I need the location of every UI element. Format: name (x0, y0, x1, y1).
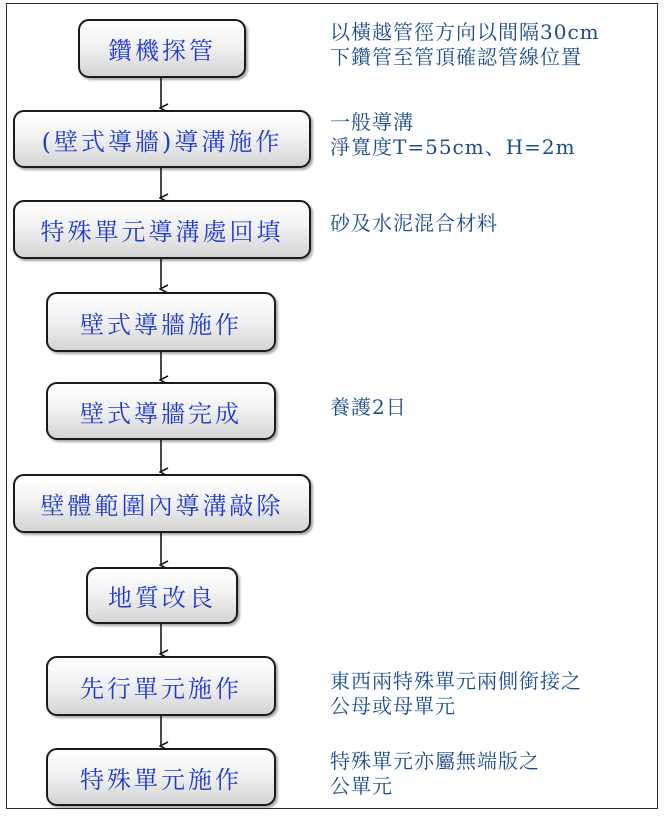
step-6-box: 壁體範圍內導溝敲除 (13, 474, 311, 533)
note-6 (330, 749, 540, 799)
note-1-line-1: 以橫越管徑方向以間隔30cm (330, 20, 600, 44)
note-5-line-2: 公母或母單元 (330, 694, 456, 718)
note-6-line-2: 公單元 (330, 774, 393, 798)
step-9-box: 特殊單元施作 (46, 748, 276, 806)
step-8-box: 先行單元施作 (46, 656, 276, 716)
note-4-line-1: 養護2日 (330, 395, 407, 419)
note-2-line-1: 一般導溝 (330, 110, 414, 134)
note-1 (330, 20, 600, 70)
note-5 (330, 669, 582, 719)
note-2 (330, 110, 576, 160)
step-3-box: 特殊單元導溝處回填 (13, 200, 311, 259)
note-4 (330, 395, 407, 420)
note-3-line-1: 砂及水泥混合材料 (330, 211, 498, 235)
note-6-line-1: 特殊單元亦屬無端版之 (330, 749, 540, 773)
note-2-line-2: 淨寬度T=55cm、H=2m (330, 135, 576, 159)
note-3 (330, 211, 498, 236)
step-5-box: 壁式導牆完成 (46, 382, 276, 440)
step-4-box: 壁式導牆施作 (46, 292, 276, 352)
step-1-box: 鑽機探管 (78, 19, 246, 78)
step-2-box: (壁式導牆)導溝施作 (13, 110, 311, 168)
note-5-line-1: 東西兩特殊單元兩側銜接之 (330, 669, 582, 693)
note-1-line-2: 下鑽管至管頂確認管線位置 (330, 45, 582, 69)
step-7-box: 地質改良 (86, 567, 238, 624)
